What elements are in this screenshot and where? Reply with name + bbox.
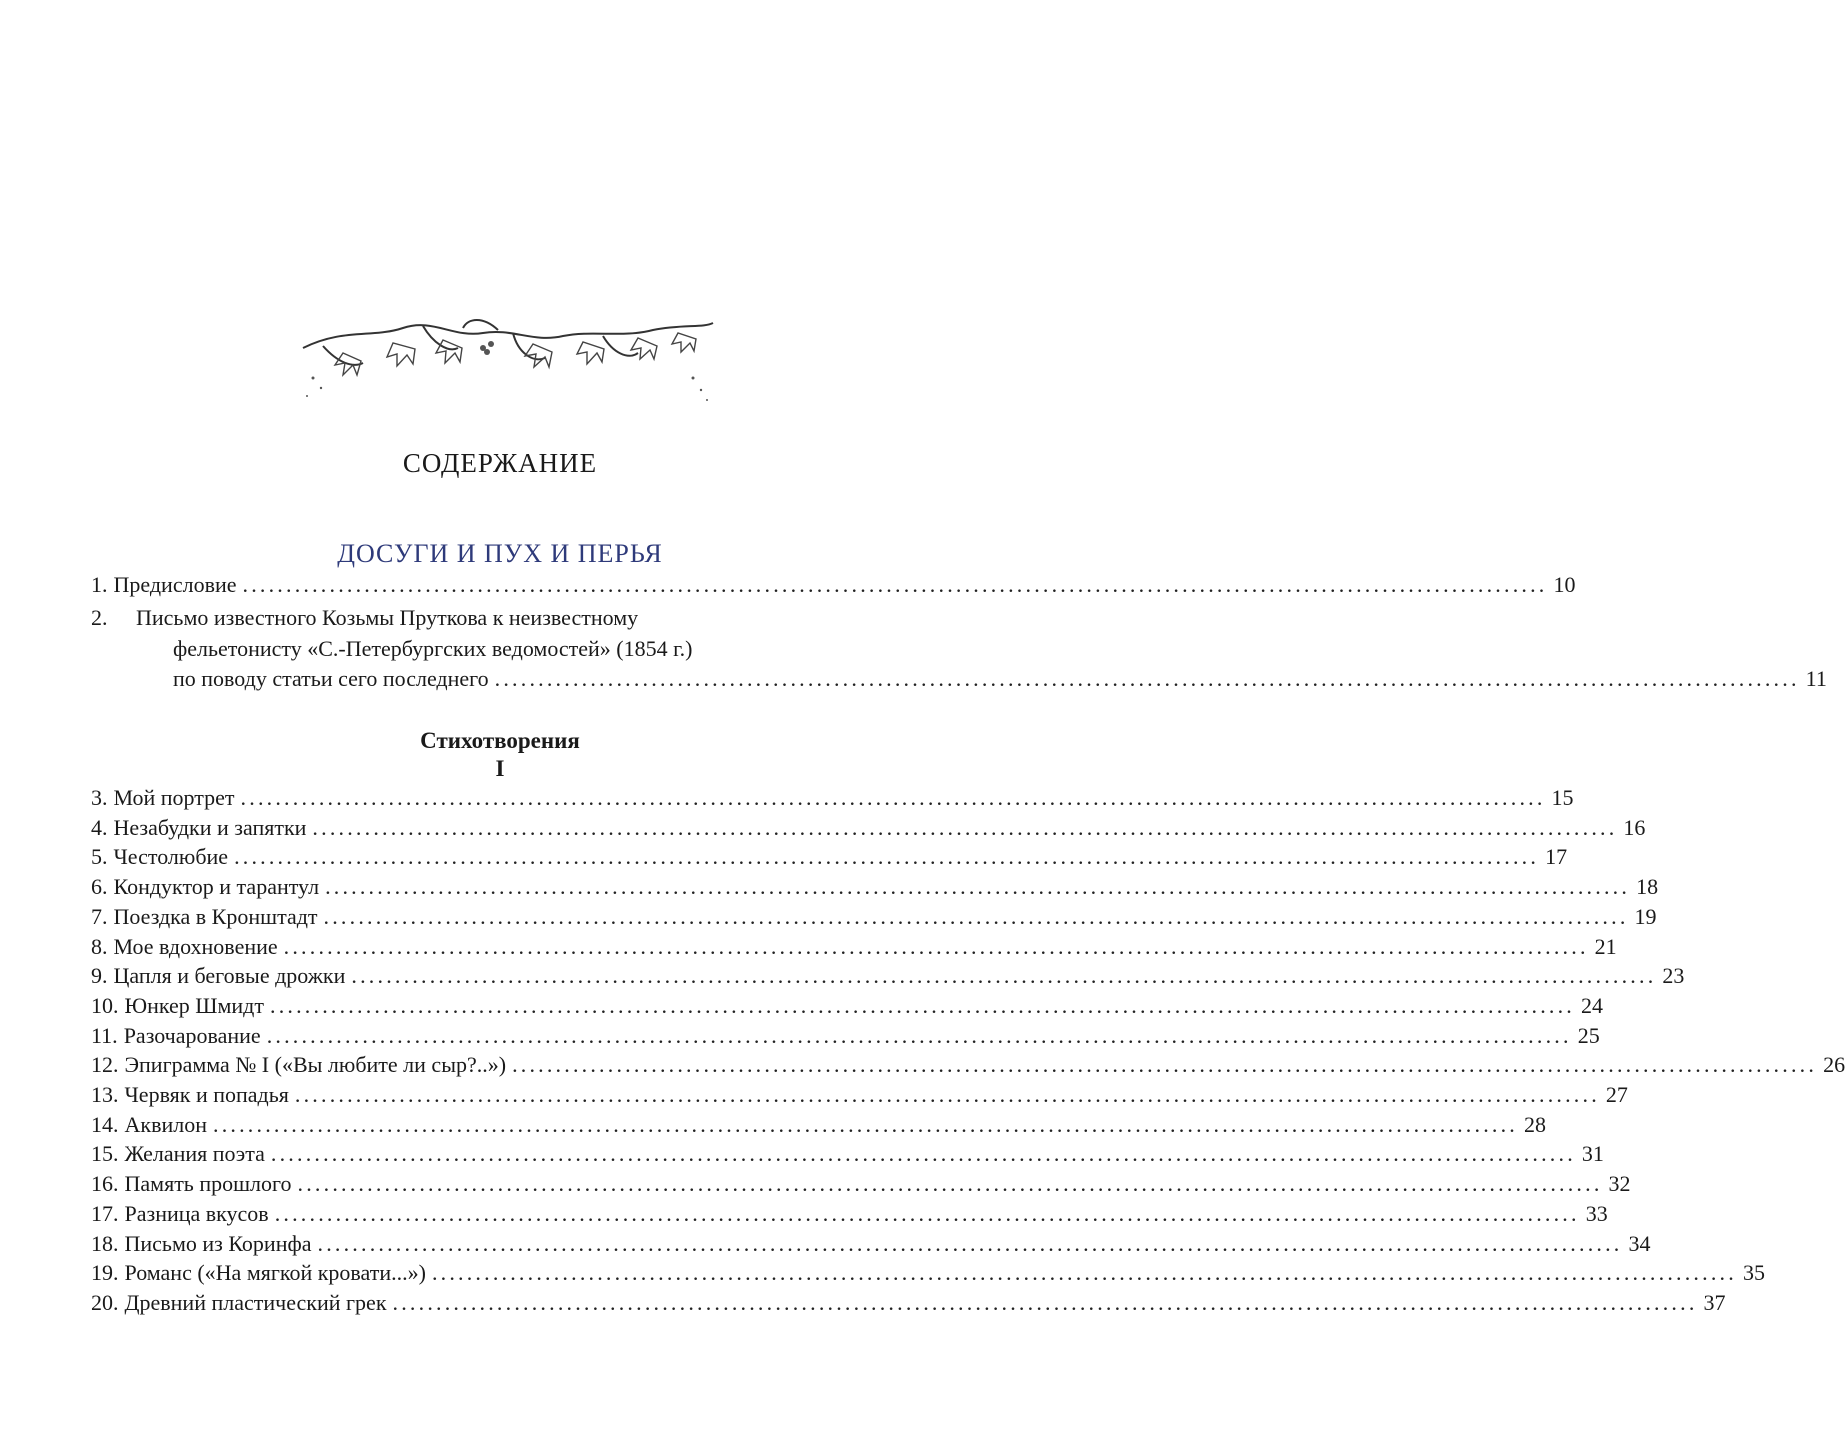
page-number: 32: [1608, 1171, 1631, 1197]
toc-entry: [91, 570, 1576, 600]
entry-title: Честолюбие: [113, 844, 229, 870]
page-number: 18: [1636, 874, 1659, 900]
entry-number: 12.: [91, 1052, 119, 1078]
entry-number: 8.: [91, 933, 108, 959]
entry-title: Цапля и беговые дрожки: [113, 963, 346, 989]
page-number: 16: [1623, 814, 1646, 840]
toc-entry: [91, 783, 1574, 813]
toc-entry: [91, 813, 1646, 843]
subsection-roman: I: [495, 756, 505, 781]
leader-dots: ......................................................................................................................................................: [294, 1082, 1600, 1107]
leader-dots: ......................................................................................................................................................: [283, 933, 1589, 959]
toc-entry: [91, 1258, 1765, 1288]
page-number: 17: [1545, 844, 1568, 870]
page-number: 24: [1581, 992, 1603, 1018]
page-number: 15: [1551, 785, 1574, 810]
toc-entry: [91, 1199, 1608, 1229]
leader-dots: ......................................................................................................................................................: [274, 1200, 1580, 1226]
leader-dots: ......................................................................................................................................................: [297, 1171, 1603, 1197]
leader-dots: ......................................................................................................................................................: [431, 1260, 1737, 1286]
entry-number: 15.: [91, 1141, 119, 1167]
leader-dots: ......................................................................................................................................................: [266, 1022, 1572, 1048]
entry-title: Желания поэта: [124, 1141, 265, 1167]
toc-entry: [91, 1169, 1631, 1199]
entry-number: 9.: [91, 963, 108, 989]
toc-entry: [91, 1080, 1628, 1110]
entry-number: 19.: [91, 1260, 119, 1286]
leader-dots: ......................................................................................................................................................: [242, 572, 1548, 597]
entry-title: Червяк и попадья: [124, 1082, 289, 1107]
page-number: 11: [1805, 666, 1827, 691]
toc-entry: [91, 1288, 1726, 1318]
toc-entry: [91, 872, 1659, 902]
toc-entry: [91, 902, 1657, 932]
page-number: 10: [1553, 572, 1576, 597]
entry-title: Письмо известного Козьмы Пруткова к неизвестному: [136, 605, 639, 630]
page-number: 25: [1577, 1022, 1600, 1048]
entry-title: Разница вкусов: [124, 1200, 269, 1226]
entry-title: Эпиграмма № I («Вы любите ли сыр?..»): [124, 1052, 507, 1078]
entry-number: 18.: [91, 1230, 119, 1256]
page-number: 37: [1703, 1289, 1726, 1315]
subsection-heading: Стихотворения: [420, 728, 580, 753]
leader-dots: ......................................................................................................................................................: [240, 785, 1546, 810]
entry-number: 7.: [91, 903, 108, 929]
leader-dots: ......................................................................................................................................................: [494, 666, 1800, 691]
page-number: 19: [1634, 903, 1657, 929]
page-number: 26: [1823, 1052, 1845, 1078]
page-number: 34: [1628, 1230, 1651, 1256]
leader-dots: ......................................................................................................................................................: [317, 1230, 1623, 1256]
entry-number: 13.: [91, 1082, 119, 1107]
page-number: 23: [1662, 963, 1685, 989]
entry-title: Мой портрет: [113, 785, 235, 810]
entry-title: Письмо из Коринфа: [124, 1230, 312, 1256]
entry-title: Поездка в Кронштадт: [113, 903, 318, 929]
toc-entry: [91, 991, 1603, 1021]
toc-entry: [91, 1021, 1600, 1051]
page-title: СОДЕРЖАНИЕ: [402, 448, 598, 478]
toc-entry: [91, 1229, 1651, 1259]
toc-entry: [173, 664, 1827, 694]
entry-title: Память прошлого: [124, 1171, 292, 1197]
section-title: ДОСУГИ И ПУХ И ПЕРЬЯ: [337, 539, 663, 568]
entry-title: Кондуктор и тарантул: [113, 874, 320, 900]
leader-dots: ......................................................................................................................................................: [323, 903, 1629, 929]
entry-title: фельетонисту «С.-Петербургских ведомостей» (1854 г.): [173, 636, 693, 661]
leader-dots: ......................................................................................................................................................: [512, 1052, 1818, 1078]
entry-number: 6.: [91, 874, 108, 900]
entry-title: Предисловие: [113, 572, 237, 597]
leader-dots: ......................................................................................................................................................: [392, 1289, 1698, 1315]
entry-title: по поводу статьи сего последнего: [173, 666, 489, 691]
toc-entry: [91, 961, 1685, 991]
entry-title: Древний пластический грек: [124, 1289, 387, 1315]
entry-title: Романс («На мягкой кровати...»): [124, 1260, 426, 1286]
entry-number: 17.: [91, 1200, 119, 1226]
entry-number: 10.: [91, 992, 119, 1018]
page-number: 28: [1524, 1111, 1546, 1137]
toc-entry: [91, 842, 1568, 872]
vine-ornament: [283, 308, 720, 408]
leader-dots: ......................................................................................................................................................: [234, 844, 1540, 870]
page-number: 33: [1585, 1200, 1608, 1226]
entry-number: 4.: [91, 814, 108, 840]
leader-dots: ......................................................................................................................................................: [351, 963, 1657, 989]
leader-dots: ......................................................................................................................................................: [325, 874, 1631, 900]
toc-entry: [91, 1139, 1604, 1169]
entry-number: 5.: [91, 844, 108, 870]
toc-entry: [91, 932, 1617, 962]
leader-dots: ......................................................................................................................................................: [270, 1141, 1576, 1167]
entry-number: 3.: [91, 785, 108, 810]
entry-title: Мое вдохновение: [113, 933, 278, 959]
toc-entry: [91, 1050, 1845, 1080]
entry-number: 11.: [91, 1022, 118, 1048]
page-number: 21: [1594, 933, 1617, 959]
leader-dots: ......................................................................................................................................................: [213, 1111, 1518, 1137]
entry-number: 2.: [91, 605, 108, 630]
page-number: 35: [1742, 1260, 1765, 1286]
entry-title: Юнкер Шмидт: [124, 992, 264, 1018]
leader-dots: ......................................................................................................................................................: [312, 814, 1618, 840]
page-number: 27: [1605, 1082, 1628, 1107]
entry-title: Разочарование: [123, 1022, 261, 1048]
entry-title: Незабудки и запятки: [113, 814, 307, 840]
entry-number: 14.: [91, 1111, 119, 1137]
entry-number: 16.: [91, 1171, 119, 1197]
leader-dots: ......................................................................................................................................................: [270, 992, 1575, 1018]
entry-number: 20.: [91, 1289, 119, 1315]
page-number: 31: [1581, 1141, 1604, 1167]
toc-entry: [91, 1110, 1546, 1140]
entry-number: 1.: [91, 572, 108, 597]
entry-title: Аквилон: [124, 1111, 207, 1137]
